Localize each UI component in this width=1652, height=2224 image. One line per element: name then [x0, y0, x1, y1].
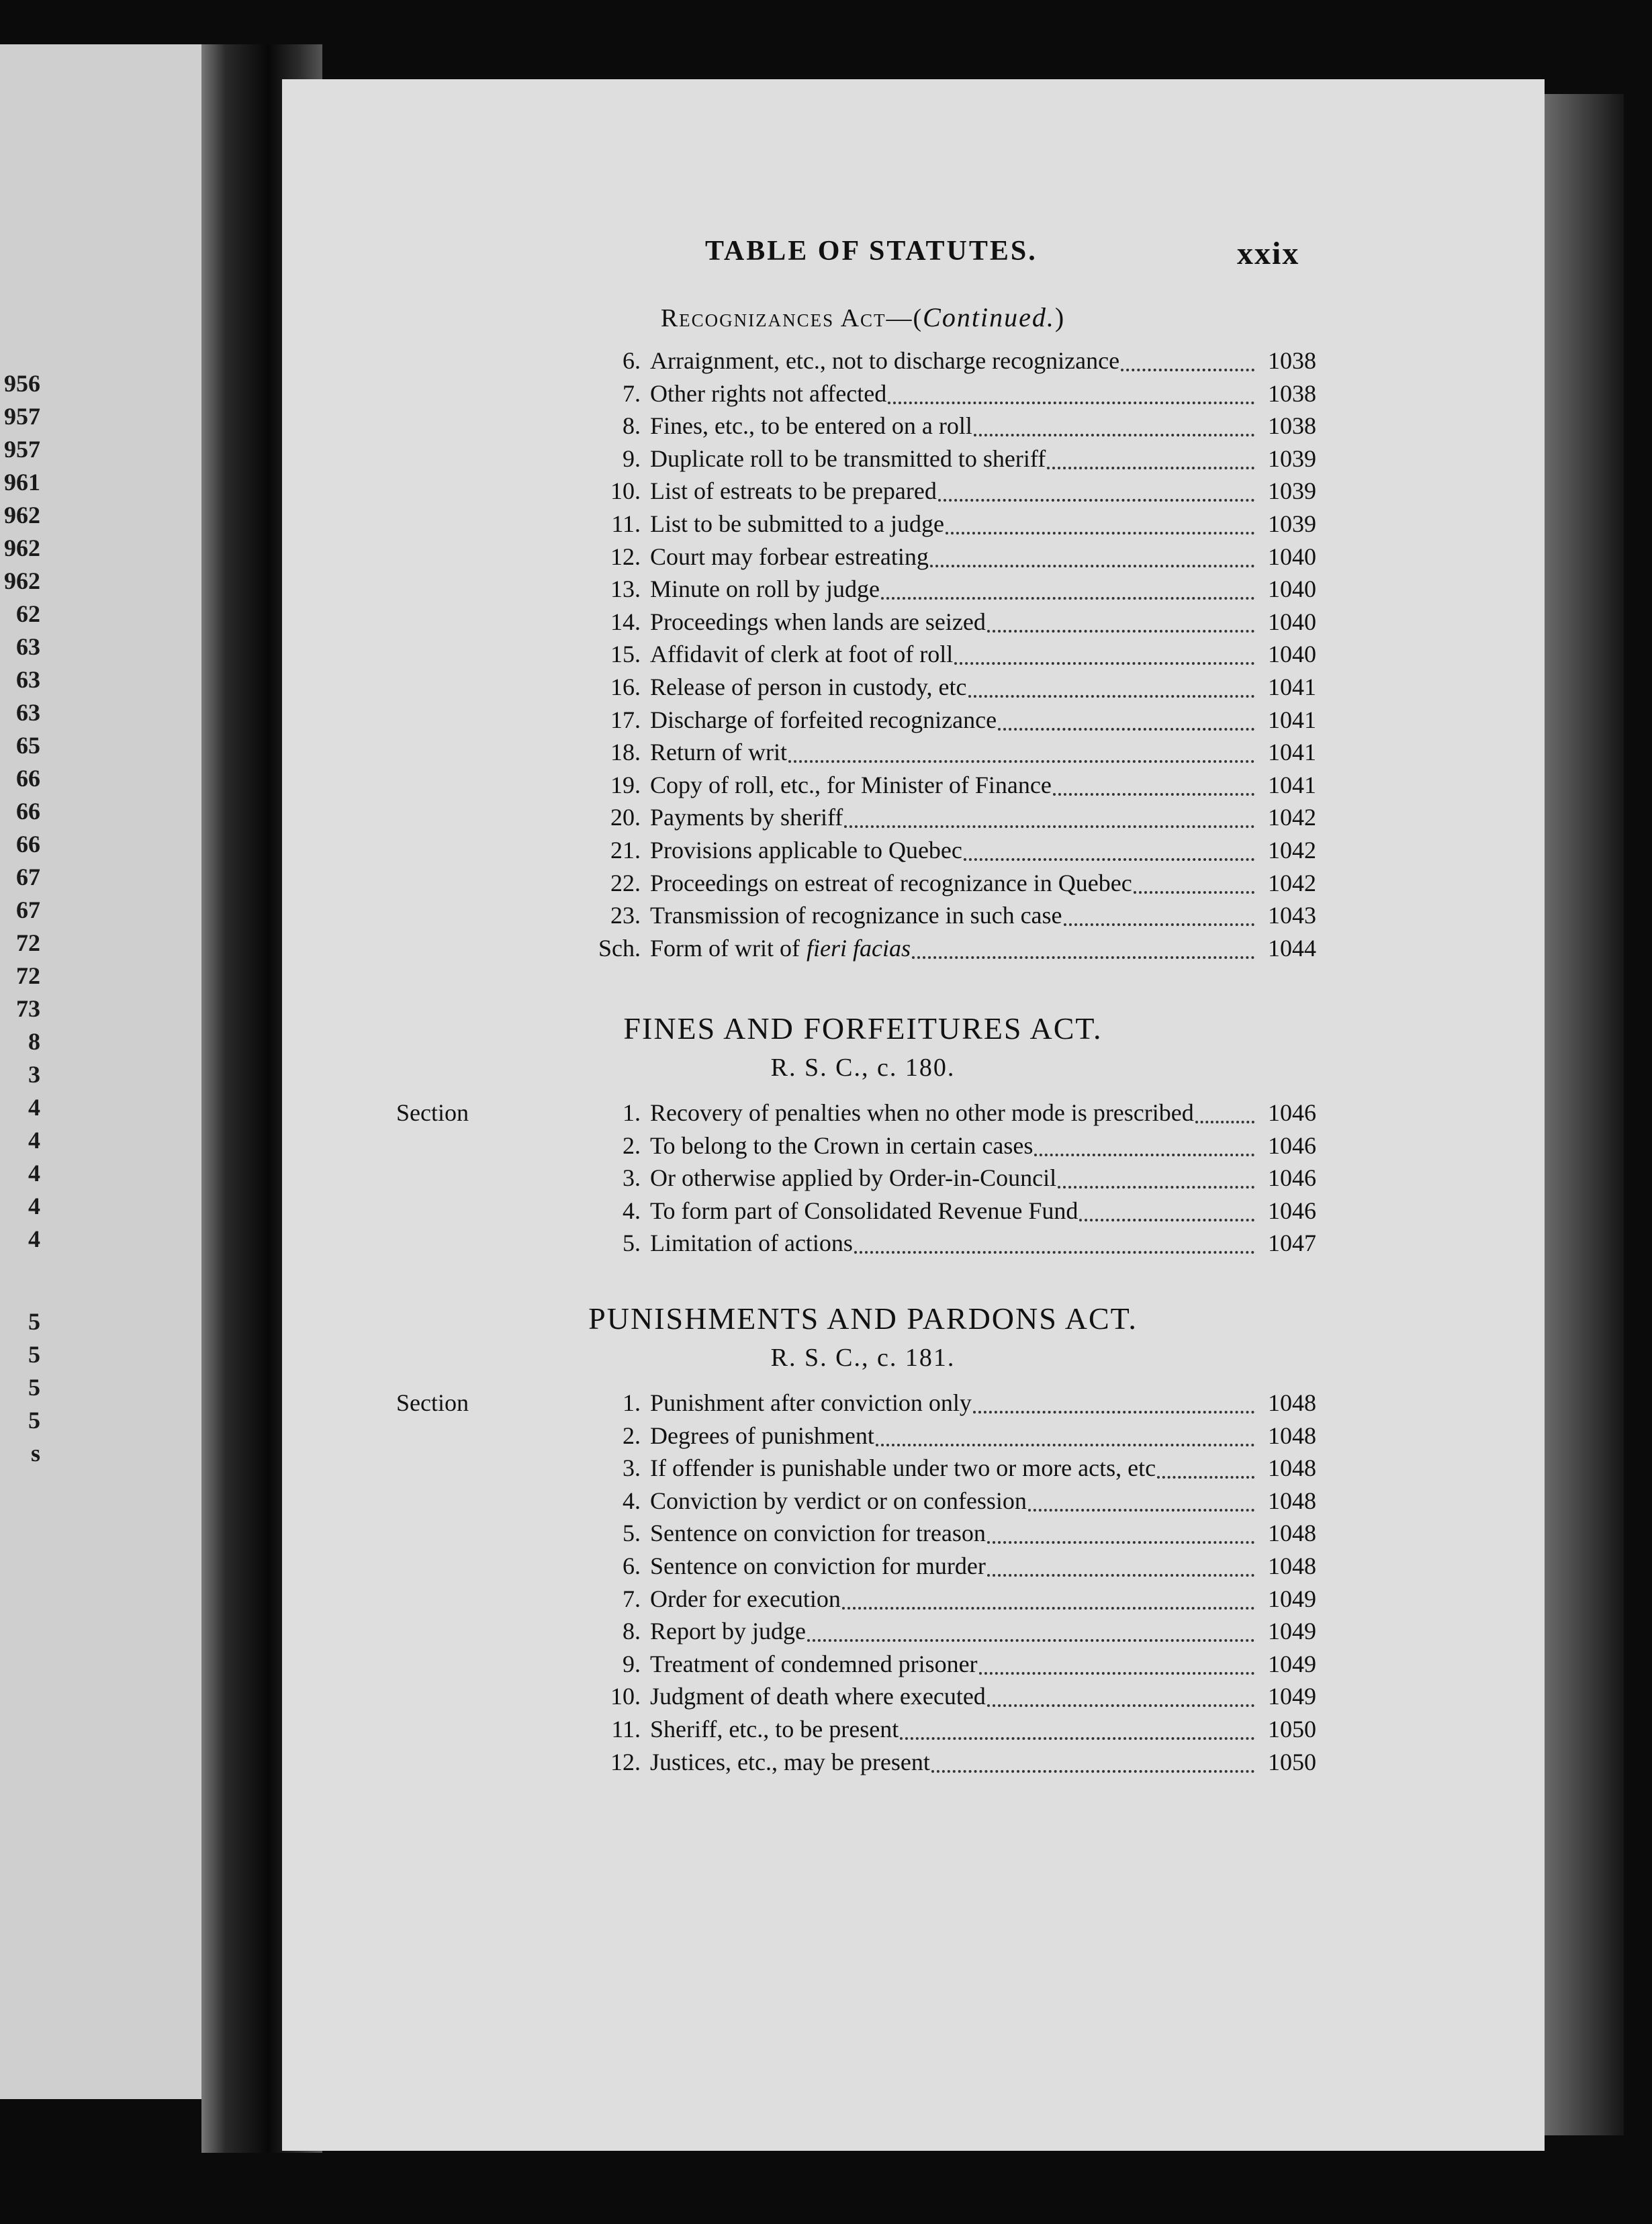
dot-leader: [964, 858, 1254, 861]
dot-leader: [954, 662, 1254, 665]
page-number: 1048: [1268, 1422, 1316, 1449]
page-number: 1041: [1268, 674, 1316, 700]
left-page-number: s: [30, 1440, 40, 1467]
section-label: Section: [396, 1099, 469, 1126]
page-number: 1042: [1268, 804, 1316, 831]
toc-entry: [396, 836, 1316, 868]
toc-entry: [396, 738, 1316, 770]
dot-leader: [1047, 467, 1254, 469]
entry-title: Copy of roll, etc., for Minister of Finance: [650, 771, 1052, 798]
page-number: 1039: [1268, 445, 1316, 472]
toc-entry: [396, 1487, 1316, 1519]
page-number: 1038: [1268, 347, 1316, 374]
left-page-number: 67: [16, 896, 40, 923]
toc-entry: [396, 934, 1316, 966]
entry-title: Payments by sheriff: [650, 804, 843, 831]
toc-entry: [396, 1552, 1316, 1584]
entry-number: 18.: [610, 739, 641, 766]
entry-number: 10.: [610, 477, 641, 505]
page-number: 1044: [1268, 934, 1316, 962]
entry-title: Or otherwise applied by Order-in-Council: [650, 1164, 1057, 1192]
page-number: 1047: [1268, 1230, 1316, 1257]
dot-leader: [844, 825, 1254, 828]
left-page-number: 962: [4, 502, 40, 528]
dot-leader: [842, 1607, 1254, 1610]
entry-title: List to be submitted to a judge: [650, 510, 944, 537]
left-page-number: 4: [28, 1225, 40, 1252]
entry-number: 9.: [623, 445, 641, 472]
toc-entry: [396, 1585, 1316, 1617]
entry-number: 3.: [623, 1164, 641, 1192]
entry-title: Treatment of condemned prisoner: [650, 1650, 978, 1677]
entry-number: 19.: [610, 771, 641, 798]
left-page: [0, 44, 208, 2099]
dot-leader: [888, 402, 1254, 404]
dot-leader: [900, 1737, 1254, 1740]
dot-leader: [987, 1704, 1254, 1707]
left-page-numbers: [0, 369, 40, 1571]
entry-number: 12.: [610, 1748, 641, 1775]
section-heading-fines: FINES AND FORFEITURES ACT.: [623, 1011, 1103, 1046]
page-number: 1049: [1268, 1585, 1316, 1612]
entry-number: 6.: [623, 1553, 641, 1579]
toc-entry: [396, 346, 1316, 379]
toc-entry: [396, 1164, 1316, 1196]
entry-title: Affidavit of clerk at foot of roll: [650, 641, 954, 668]
entry-number: 8.: [623, 412, 641, 440]
entry-title: To belong to the Crown in certain cases: [650, 1131, 1034, 1159]
left-page-number: 66: [16, 831, 40, 858]
entry-title: Limitation of actions: [650, 1230, 853, 1257]
entry-title: Court may forbear estreating: [650, 543, 929, 570]
page-number: 1048: [1268, 1389, 1316, 1416]
page-number: 1038: [1268, 379, 1316, 407]
entry-title: Return of writ: [650, 739, 787, 766]
page-number: 1042: [1268, 837, 1316, 864]
page-number: 1041: [1268, 771, 1316, 798]
entry-title: Report by judge: [650, 1618, 806, 1645]
entry-number: 23.: [610, 902, 641, 929]
dot-leader: [998, 728, 1254, 731]
entry-number: 10.: [610, 1683, 641, 1710]
page-number: 1048: [1268, 1553, 1316, 1579]
left-page-number: 5: [28, 1407, 40, 1434]
left-page-number: 4: [28, 1127, 40, 1154]
left-page-number: 4: [28, 1094, 40, 1121]
left-page-number: 72: [16, 962, 40, 989]
toc-entry: [396, 1650, 1316, 1682]
page-number: 1041: [1268, 706, 1316, 733]
dot-leader: [1195, 1121, 1254, 1123]
toc-entry: [396, 640, 1316, 672]
entry-title: If offender is punishable under two or more acts, etc: [650, 1454, 1156, 1482]
toc-entry: [396, 379, 1316, 412]
dot-leader: [788, 760, 1254, 763]
section-heading-recognizances: [363, 298, 1363, 334]
left-page-number: 63: [16, 633, 40, 660]
page-number: 1041: [1268, 739, 1316, 766]
dot-leader: [979, 1672, 1254, 1675]
dot-leader: [973, 1411, 1254, 1414]
entry-number: 7.: [623, 379, 641, 407]
entry-title: Degrees of punishment: [650, 1422, 874, 1449]
running-title: TABLE OF STATUTES.: [705, 236, 1038, 267]
page-number: 1048: [1268, 1520, 1316, 1547]
left-page-number: 73: [16, 995, 40, 1022]
toc-entry: [396, 1131, 1316, 1164]
dot-leader: [987, 630, 1254, 633]
entry-title: To form part of Consolidated Revenue Fund: [650, 1197, 1079, 1224]
heading-text: Recognizances Act—(: [660, 304, 923, 332]
dot-leader: [807, 1639, 1254, 1642]
entry-title: Justices, etc., may be present: [650, 1748, 930, 1775]
left-page-number: 63: [16, 699, 40, 726]
entry-title: List of estreats to be prepared: [650, 477, 937, 505]
toc-entry: [396, 1229, 1316, 1261]
entry-number: 4.: [623, 1487, 641, 1514]
chapter-reference-punishments: R. S. C., c. 181.: [770, 1344, 956, 1372]
entry-number: 11.: [611, 1716, 641, 1743]
entry-number: 13.: [610, 575, 641, 603]
toc-entry: [396, 1519, 1316, 1551]
page-number: 1040: [1268, 575, 1316, 603]
entry-number: 2.: [623, 1131, 641, 1159]
entry-title: Judgment of death where executed: [650, 1683, 986, 1710]
toc-entry: [396, 803, 1316, 835]
entry-number: 16.: [610, 674, 641, 700]
section-heading-punishments: PUNISHMENTS AND PARDONS ACT.: [588, 1301, 1138, 1336]
left-page-number: 8: [28, 1028, 40, 1055]
page-number: 1050: [1268, 1716, 1316, 1743]
entry-number: Sch.: [598, 934, 641, 962]
toc-entry: [396, 1099, 1316, 1131]
toc-entry: [396, 706, 1316, 738]
left-page-number: 957: [4, 436, 40, 463]
left-page-number: 72: [16, 929, 40, 956]
entry-title: Form of writ of: [650, 934, 800, 962]
left-page-number: 67: [16, 864, 40, 890]
dot-leader: [930, 565, 1254, 567]
toc-entry: [396, 901, 1316, 933]
left-page-number: 962: [4, 567, 40, 594]
entry-title: Duplicate roll to be transmitted to sheriff: [650, 445, 1046, 472]
entry-number: 5.: [623, 1230, 641, 1257]
dot-leader: [854, 1251, 1254, 1254]
entry-title: Other rights not affected: [650, 379, 887, 407]
left-page-number: 65: [16, 732, 40, 759]
section-label: Section: [396, 1389, 469, 1416]
toc-entry: [396, 1197, 1316, 1229]
dot-leader: [1034, 1154, 1254, 1156]
left-page-number: 5: [28, 1308, 40, 1335]
toc-entry: [396, 1682, 1316, 1714]
left-page-number: 957: [4, 403, 40, 430]
entry-title: Conviction by verdict or on confession: [650, 1487, 1027, 1514]
page-number: 1046: [1268, 1131, 1316, 1159]
toc-entry: [396, 1715, 1316, 1747]
entry-number: 2.: [623, 1422, 641, 1449]
page-number: 1046: [1268, 1197, 1316, 1224]
dot-leader: [1121, 369, 1254, 371]
entry-number: 5.: [623, 1520, 641, 1547]
entry-title: Proceedings when lands are seized: [650, 608, 986, 635]
page-number: 1039: [1268, 477, 1316, 505]
toc-entry: [396, 1422, 1316, 1454]
toc-entry: [396, 412, 1316, 444]
dot-leader: [1157, 1476, 1254, 1479]
dot-leader: [1058, 1186, 1254, 1189]
left-page-number: [0, 1258, 40, 1307]
entry-number: 1.: [623, 1389, 641, 1416]
entry-number: 8.: [623, 1618, 641, 1645]
page-edge: [1545, 94, 1624, 2135]
page-number: 1042: [1268, 869, 1316, 896]
entry-title: Sentence on conviction for treason: [650, 1520, 986, 1547]
entry-number: 1.: [623, 1099, 641, 1126]
toc-entry: [396, 1454, 1316, 1486]
toc-entry: [396, 771, 1316, 803]
left-page-number: 63: [16, 666, 40, 693]
toc-entry: [396, 608, 1316, 640]
left-page-number: 5: [28, 1341, 40, 1368]
left-page-number: 66: [16, 765, 40, 792]
page-number: 1040: [1268, 608, 1316, 635]
left-page-number: 962: [4, 535, 40, 561]
entry-title: Recovery of penalties when no other mode is prescribed: [650, 1099, 1194, 1126]
dot-leader: [946, 532, 1254, 535]
left-page-number: 62: [16, 600, 40, 627]
page-number: 1048: [1268, 1487, 1316, 1514]
toc-entry: [396, 1617, 1316, 1649]
entry-title: Arraignment, etc., not to discharge recognizance: [650, 347, 1120, 374]
entry-title: Order for execution: [650, 1585, 841, 1612]
dot-leader: [876, 1444, 1254, 1446]
page-number: 1046: [1268, 1164, 1316, 1192]
entry-title: Proceedings on estreat of recognizance in Quebec: [650, 869, 1132, 896]
left-page-number: 66: [16, 798, 40, 825]
chapter-reference-fines: R. S. C., c. 180.: [770, 1054, 956, 1082]
page-number: 1046: [1268, 1099, 1316, 1126]
entry-number: 12.: [610, 543, 641, 570]
page-number: 1039: [1268, 510, 1316, 537]
entry-title: Discharge of forfeited recognizance: [650, 706, 997, 733]
page-number: 1038: [1268, 412, 1316, 440]
dot-leader: [931, 1770, 1254, 1773]
entry-number: 4.: [623, 1197, 641, 1224]
page-number: 1040: [1268, 543, 1316, 570]
dot-leader: [1079, 1219, 1254, 1221]
entry-number: 11.: [611, 510, 641, 537]
page-number: 1049: [1268, 1683, 1316, 1710]
entry-title: Transmission of recognizance in such case: [650, 902, 1062, 929]
dot-leader: [1064, 923, 1254, 926]
entry-number: 17.: [610, 706, 641, 733]
left-page-number: 5: [28, 1374, 40, 1401]
entry-title-italic: fieri facias: [806, 934, 911, 962]
heading-close: ): [1054, 302, 1066, 332]
dot-leader: [987, 1574, 1254, 1577]
page-number: 1043: [1268, 902, 1316, 929]
page-number: 1050: [1268, 1748, 1316, 1775]
entry-number: 14.: [610, 608, 641, 635]
entry-number: 21.: [610, 837, 641, 864]
left-page-number: 4: [28, 1193, 40, 1219]
page-number: 1049: [1268, 1618, 1316, 1645]
dot-leader: [881, 597, 1254, 600]
toc-entry: [396, 445, 1316, 477]
entry-number: 6.: [623, 347, 641, 374]
dot-leader: [1134, 891, 1254, 894]
left-page-number: 4: [28, 1160, 40, 1187]
toc-entry: [396, 869, 1316, 901]
dot-leader: [912, 956, 1254, 959]
dot-leader: [968, 695, 1254, 698]
entry-number: 20.: [610, 804, 641, 831]
toc-entry: [396, 575, 1316, 607]
left-page-number: 961: [4, 469, 40, 496]
dot-leader: [974, 434, 1254, 436]
entry-title: Provisions applicable to Quebec: [650, 837, 962, 864]
entry-title: Sentence on conviction for murder: [650, 1553, 986, 1579]
dot-leader: [1028, 1509, 1254, 1512]
dot-leader: [1053, 793, 1254, 796]
left-page-number: 956: [4, 370, 40, 397]
left-page-number: 3: [28, 1061, 40, 1088]
folio-number: xxix: [1237, 236, 1300, 271]
toc-entry: [396, 477, 1316, 509]
toc-entry: [396, 510, 1316, 542]
page-number: 1040: [1268, 641, 1316, 668]
entry-title: Fines, etc., to be entered on a roll: [650, 412, 972, 440]
entry-number: 9.: [623, 1650, 641, 1677]
toc-entry: [396, 1748, 1316, 1780]
toc-entry: [396, 543, 1316, 575]
entry-number: 22.: [610, 869, 641, 896]
entry-title: Minute on roll by judge: [650, 575, 880, 603]
left-page-number: [0, 1472, 40, 1522]
entry-number: 15.: [610, 641, 641, 668]
entry-title: Sheriff, etc., to be present: [650, 1716, 899, 1743]
page-number: 1049: [1268, 1650, 1316, 1677]
heading-continued: Continued.: [923, 302, 1055, 332]
dot-leader: [938, 499, 1254, 502]
entry-number: 3.: [623, 1454, 641, 1482]
entry-title: Punishment after conviction only: [650, 1389, 972, 1416]
page-number: 1048: [1268, 1454, 1316, 1482]
toc-entry: [396, 673, 1316, 705]
entry-title: Release of person in custody, etc: [650, 674, 967, 700]
left-page-number: [0, 1522, 40, 1571]
dot-leader: [987, 1541, 1254, 1544]
toc-entry: [396, 1389, 1316, 1421]
entry-number: 7.: [623, 1585, 641, 1612]
